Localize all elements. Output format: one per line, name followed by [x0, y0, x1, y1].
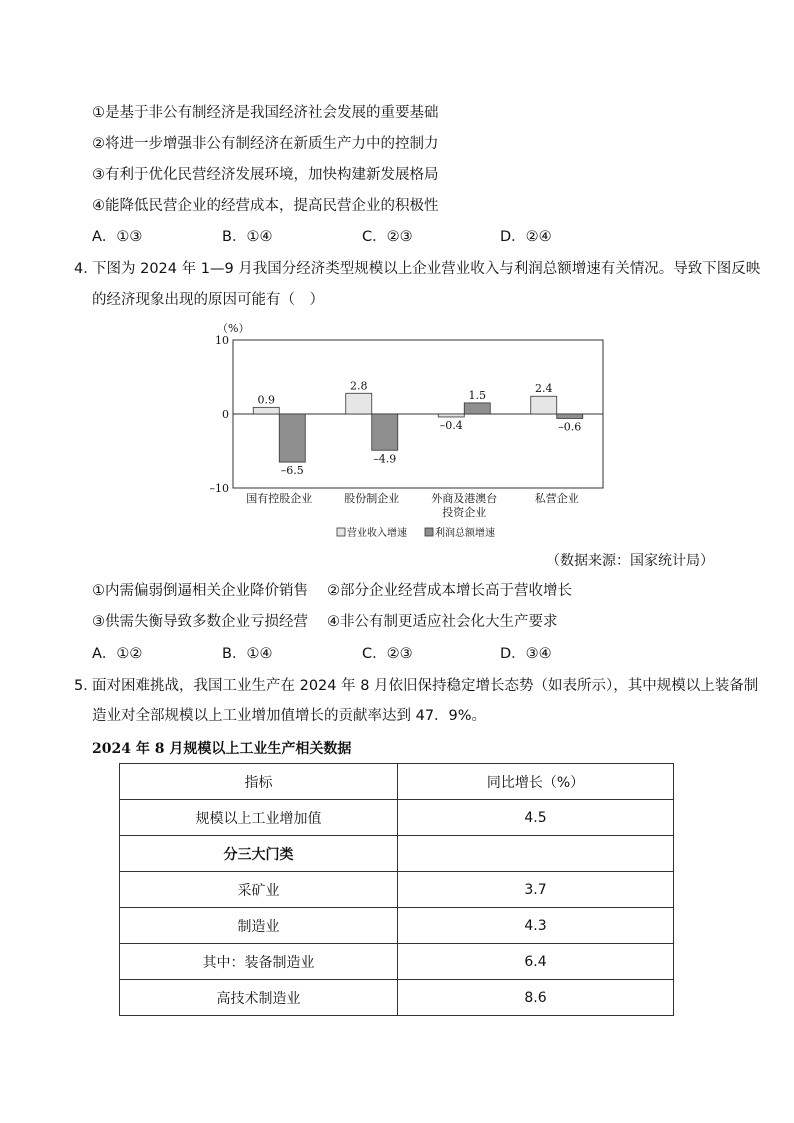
bar-chart	[195, 318, 615, 542]
category-label: 股份制企业	[344, 492, 400, 505]
header-indicator: 指标	[120, 764, 398, 800]
q4-option-d[interactable]: D．③④	[500, 646, 552, 662]
row-label: 其中：装备制造业	[120, 944, 398, 980]
row-label: 高技术制造业	[120, 980, 398, 1016]
q3-option-d[interactable]: D．②④	[500, 229, 552, 245]
q5-number: 5．	[74, 678, 98, 694]
q4-statement-3: ③供需失衡导致多数企业亏损经营	[92, 614, 308, 630]
row-label: 规模以上工业增加值	[120, 800, 398, 836]
profit-growth-bar	[464, 403, 490, 414]
profit-growth-bar	[372, 414, 398, 450]
q3-options	[92, 227, 552, 247]
profit-growth-label: –0.6	[558, 420, 582, 434]
row-value: 4.5	[398, 800, 674, 836]
table-title: 2024 年 8 月规模以上工业生产相关数据	[92, 741, 352, 757]
q4-option-c[interactable]: C．②③	[362, 646, 413, 662]
q3-statement-3: ③有利于优化民营经济发展环境，加快构建新发展格局	[92, 167, 439, 183]
revenue-growth-bar	[253, 407, 279, 414]
revenue-growth-label: –0.4	[439, 418, 463, 432]
q4-option-a[interactable]: A．①②	[92, 646, 143, 662]
table-row	[120, 944, 674, 980]
table-row	[120, 980, 674, 1016]
y-unit-label: （%）	[217, 322, 250, 335]
y-tick-top: 10	[215, 334, 229, 347]
legend-label-profit: 利润总额增速	[435, 528, 495, 539]
revenue-growth-label: 2.8	[350, 379, 368, 393]
table-row	[120, 872, 674, 908]
row-label: 制造业	[120, 908, 398, 944]
q3-option-a[interactable]: A．①③	[92, 229, 143, 245]
q4-statements-row-1	[92, 581, 572, 601]
q4-number: 4．	[74, 261, 98, 277]
profit-growth-label: –6.5	[280, 464, 304, 478]
category-label: 国有控股企业	[246, 492, 313, 505]
category-label: 私营企业	[534, 492, 579, 505]
table-row	[120, 908, 674, 944]
q5-stem-line-1: 面对困难挑战，我国工业生产在 2024 年 8 月依旧保持稳定增长态势（如表所示），其中规模以上装备制	[92, 678, 759, 694]
q4-statements-row-2	[92, 612, 558, 632]
legend-label-revenue: 营业收入增速	[347, 528, 407, 539]
row-label: 采矿业	[120, 872, 398, 908]
category-label: 外商及港澳台	[431, 492, 498, 505]
q3-statement-2: ②将进一步增强非公有制经济在新质生产力中的控制力	[92, 136, 439, 152]
row-value: 8.6	[398, 980, 674, 1016]
q3-statement-1: ①是基于非公有制经济是我国经济社会发展的重要基础	[92, 105, 439, 121]
row-value: 4.3	[398, 908, 674, 944]
row-label: 分三大门类	[120, 836, 398, 872]
row-value: 3.7	[398, 872, 674, 908]
data-source-note: （数据来源：国家统计局）	[546, 553, 714, 569]
q4-statement-2: ②部分企业经营成本增长高于营收增长	[327, 583, 572, 599]
header-yoy-growth: 同比增长（%）	[398, 764, 674, 800]
revenue-growth-bar	[346, 393, 372, 414]
revenue-growth-bar	[438, 414, 464, 417]
category-label: 投资企业	[442, 506, 487, 519]
industry-data-table	[119, 763, 674, 1016]
revenue-growth-label: 0.9	[257, 393, 275, 407]
table-row	[120, 800, 674, 836]
chart-legend	[337, 526, 495, 539]
profit-growth-bar	[557, 414, 583, 418]
legend-swatch-profit	[425, 528, 433, 536]
row-value	[398, 836, 674, 872]
revenue-growth-bar	[531, 396, 557, 414]
q4-stem-line-2: 的经济现象出现的原因可能有（ ）	[92, 292, 324, 308]
q3-option-c[interactable]: C．②③	[362, 229, 413, 245]
row-value: 6.4	[398, 944, 674, 980]
q3-option-b[interactable]: B．①④	[222, 229, 273, 245]
q4-stem-line-1: 下图为 2024 年 1—9 月我国分经济类型规模以上企业营业收入与利润总额增速有关情况。导致下图反映	[92, 261, 761, 277]
q4-statement-1: ①内需偏弱倒逼相关企业降价销售	[92, 583, 308, 599]
q4-options	[92, 644, 552, 664]
profit-growth-bar	[279, 414, 305, 462]
profit-growth-label: 1.5	[468, 388, 486, 402]
table-header-row	[120, 764, 674, 800]
q4-statement-4: ④非公有制更适应社会化大生产要求	[327, 614, 558, 630]
y-tick-bottom: –10	[209, 482, 229, 495]
table-row	[120, 836, 674, 872]
q3-statement-4: ④能降低民营企业的经营成本，提高民营企业的积极性	[92, 198, 439, 214]
q4-option-b[interactable]: B．①④	[222, 646, 273, 662]
q5-stem-line-2: 造业对全部规模以上工业增加值增长的贡献率达到 47．9%。	[92, 708, 487, 724]
legend-swatch-revenue	[337, 528, 345, 536]
revenue-growth-label: 2.4	[535, 382, 553, 396]
y-tick-zero: 0	[222, 408, 229, 421]
profit-growth-label: –4.9	[373, 452, 397, 466]
